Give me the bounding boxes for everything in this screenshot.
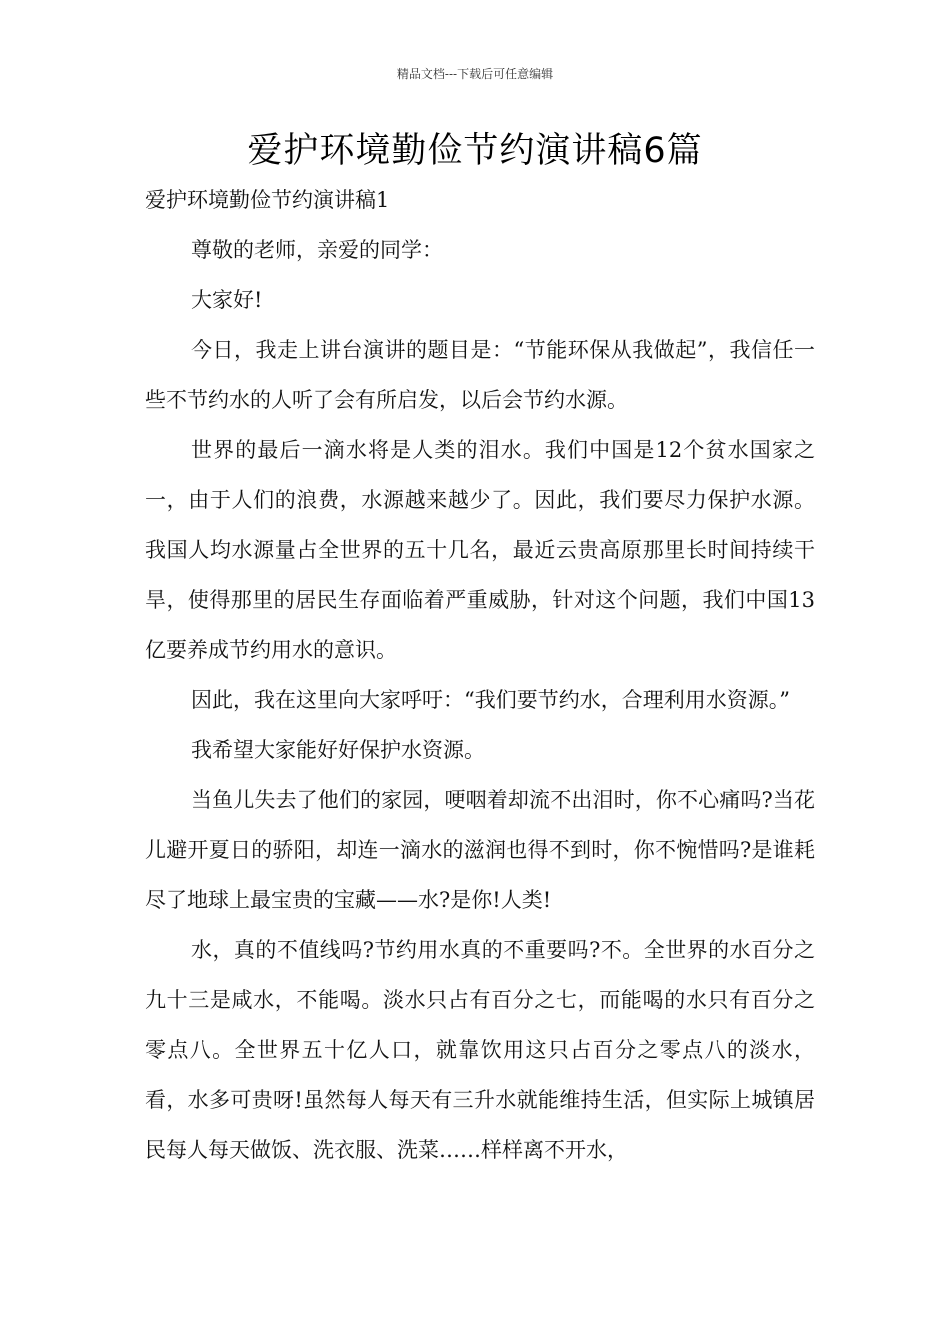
paragraph: 水，真的不值线吗?节约用水真的不重要吗?不。全世界的水百分之九十三是咸水，不能喝。淡水只占有百分之七，而能喝的水只有百分之零点八。全世界五十亿人口，就靠饮用这只占百分之零点八的淡水，看，水多可贵呀!虽然每人每天有三升水就能维持生活，但实际上城镇居民每人每天做饭、洗衣服、洗菜……样样离不开水， xyxy=(145,938,815,1162)
paragraph: 因此，我在这里向大家呼吁：“我们要节约水，合理利用水资源。” xyxy=(191,688,790,712)
paragraph: 世界的最后一滴水将是人类的泪水。我们中国是12个贫水国家之一，由于人们的浪费，水源越来越少了。因此，我们要尽力保护水源。我国人均水源量占全世界的五十几名，最近云贵高原那里长时间持续干旱，使得那里的居民生存面临着严重威胁，针对这个问题，我们中国13亿要养成节约用水的意识。 xyxy=(145,438,815,662)
paragraph-salutation: 尊敬的老师，亲爱的同学： xyxy=(191,238,443,262)
paragraph: 当鱼儿失去了他们的家园，哽咽着却流不出泪时，你不心痛吗?当花儿避开夏日的骄阳，却连一滴水的滋润也得不到时，你不惋惜吗?是谁耗尽了地球上最宝贵的宝藏——水?是你!人类! xyxy=(145,788,815,912)
paragraph: 我希望大家能好好保护水资源。 xyxy=(191,738,485,762)
document-title: 爱护环境勤俭节约演讲稿6篇 xyxy=(247,131,703,171)
paragraph-greeting: 大家好! xyxy=(191,288,263,312)
document-body xyxy=(145,175,815,1175)
paragraph: 今日，我走上讲台演讲的题目是：“节能环保从我做起”，我信任一些不节约水的人听了会有所启发，以后会节约水源。 xyxy=(145,338,815,412)
header-note: 精品文档---下载后可任意编辑 xyxy=(396,67,554,81)
section-subtitle: 爱护环境勤俭节约演讲稿1 xyxy=(145,188,390,212)
